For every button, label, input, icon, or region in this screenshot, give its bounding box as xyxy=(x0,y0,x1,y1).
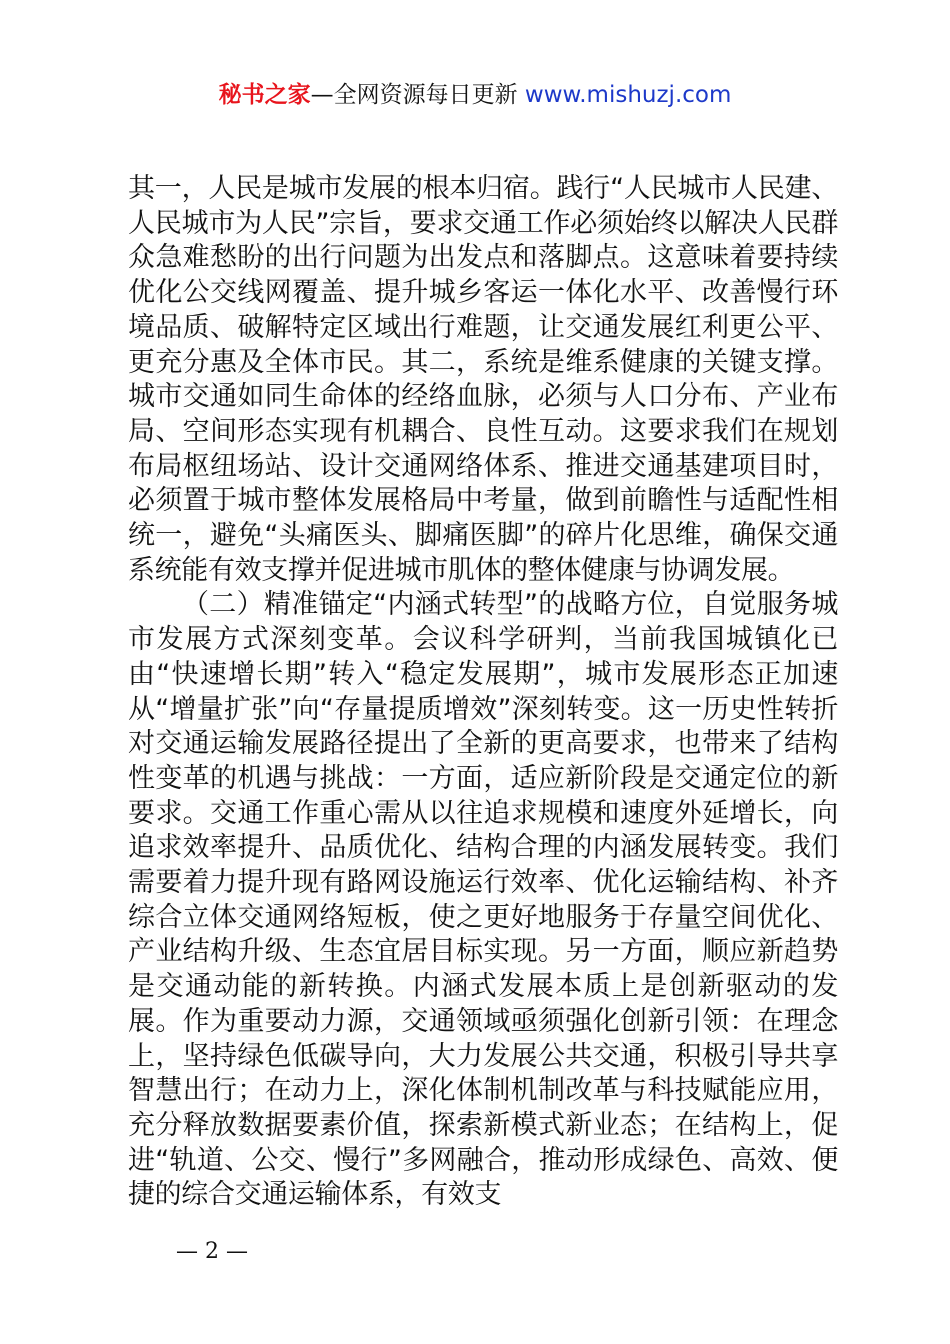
site-url-link[interactable]: www.mishuzj.com xyxy=(524,82,732,108)
body-paragraph-1: 其一，人民是城市发展的根本归宿。践行“人民城市人民建、人民城市为人民”宗旨，要求交通工作必须始终以解决人民群众急难愁盼的出行问题为出发点和落脚点。这意味着要持续优化公交线网覆盖、提升城乡客运一体化水平、改善慢行环境品质、破解特定区域出行难题，让交通发展红利更公平、更充分惠及全体市民。其二，系统是维系健康的关键支撑。城市交通如同生命体的经络血脉，必须与人口分布、产业布局、空间形态实现有机耦合、良性互动。这要求我们在规划布局枢纽场站、设计交通网络体系、推进交通基建项目时，必须置于城市整体发展格局中考量，做到前瞻性与适配性相统一，避免“头痛医头、脚痛医脚”的碎片化思维，确保交通系统能有效支撑并促进城市肌体的整体健康与协调发展。 xyxy=(128,173,838,586)
site-brand: 秘书之家 xyxy=(218,82,311,108)
site-tagline: —全网资源每日更新 xyxy=(310,82,518,108)
document-body xyxy=(128,172,838,1213)
body-paragraph-2: （二）精准锚定“内涵式转型”的战略方位，自觉服务城市发展方式深刻变革。会议科学研判，当前我国城镇化已由“快速增长期”转入“稳定发展期”，城市发展形态正加速从“增量扩张”向“存量提质增效”深刻转变。这一历史性转折对交通运输发展路径提出了全新的更高要求，也带来了结构性变革的机遇与挑战：一方面，适应新阶段是交通定位的新要求。交通工作重心需从以往追求规模和速度外延增长，向追求效率提升、品质优化、结构合理的内涵发展转变。我们需要着力提升现有路网设施运行效率、优化运输结构、补齐综合立体交通网络短板，使之更好地服务于存量空间优化、产业结构升级、生态宜居目标实现。另一方面，顺应新趋势是交通动能的新转换。内涵式发展本质上是创新驱动的发展。作为重要动力源，交通领域亟须强化创新引领：在理念上，坚持绿色低碳导向，大力发展公共交通，积极引导共享智慧出行；在动力上，深化体制机制改革与科技赋能应用，充分释放数据要素价值，探索新模式新业态；在结构上，促进“轨道、公交、慢行”多网融合，推动形成绿色、高效、便捷的综合交通运输体系，有效支 xyxy=(128,589,838,1211)
site-header xyxy=(0,78,950,112)
page-number: — 2 — xyxy=(176,1239,248,1264)
